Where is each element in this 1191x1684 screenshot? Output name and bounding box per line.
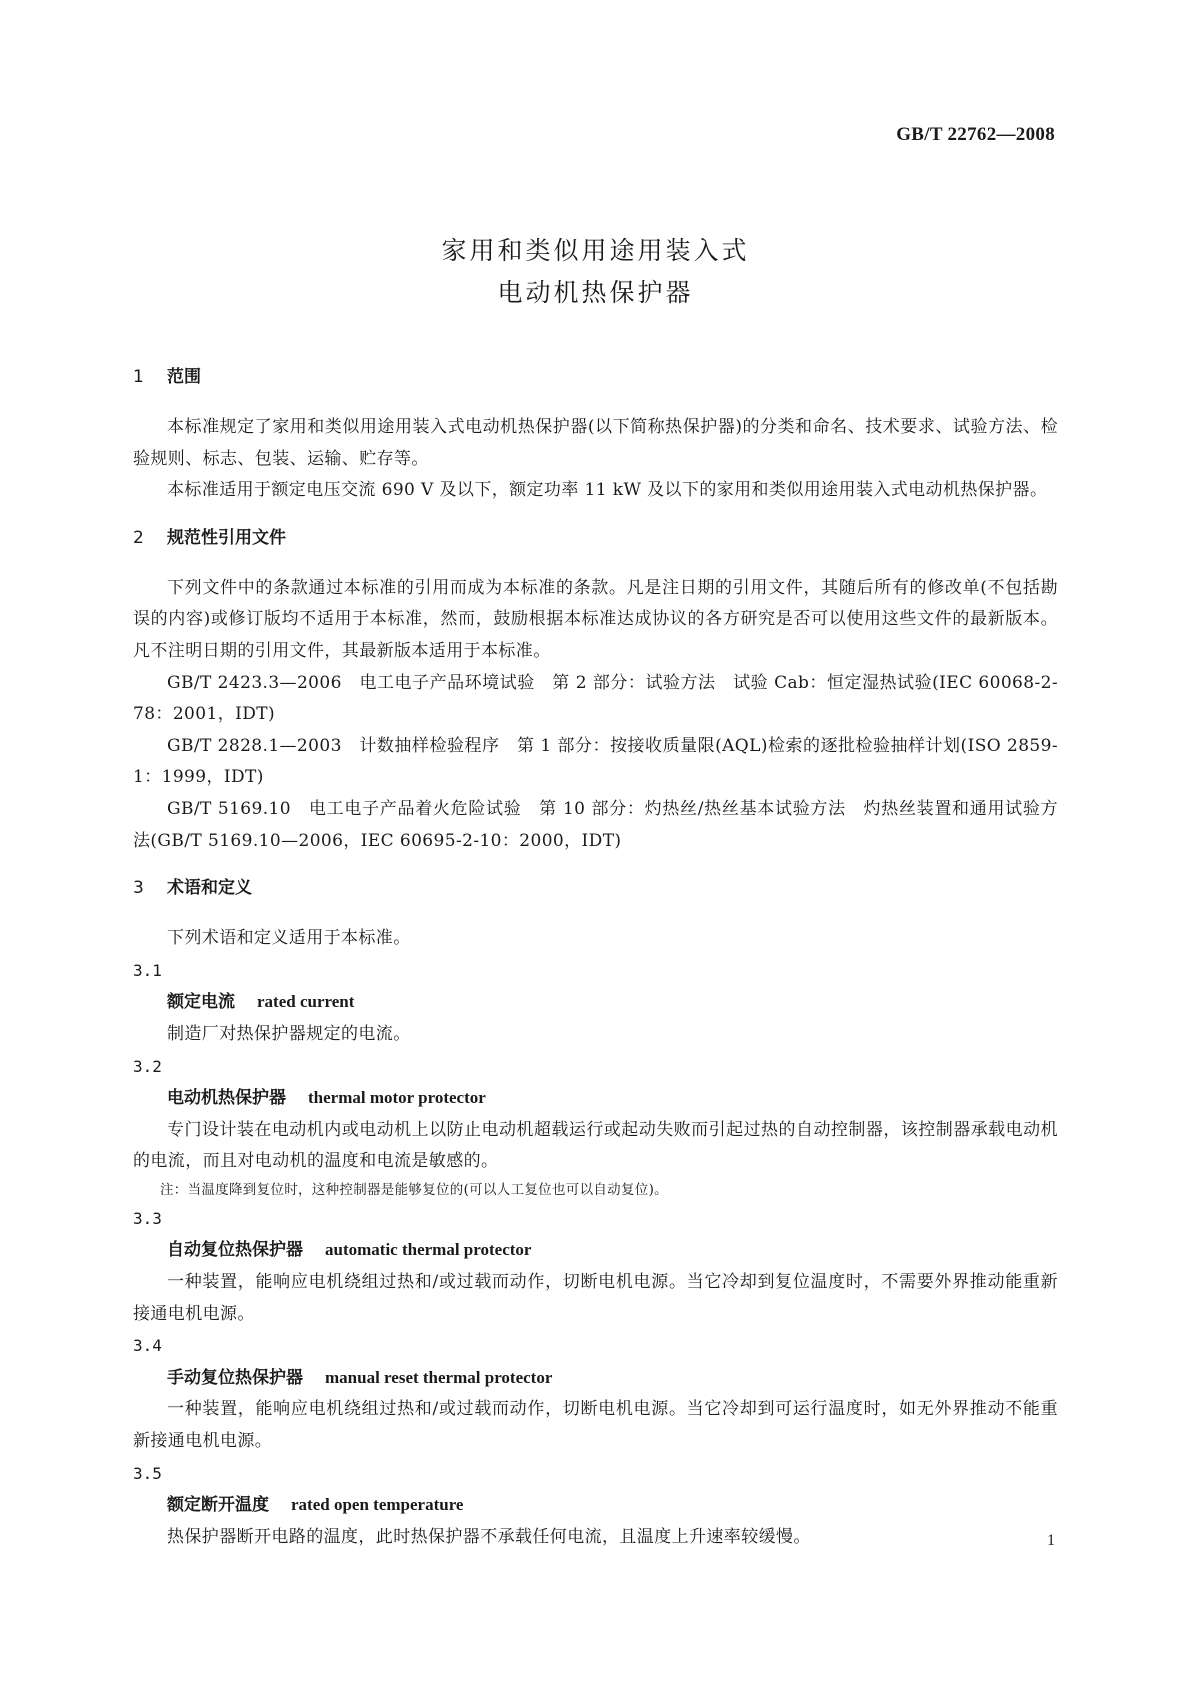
title-line-1: 家用和类似用途用装入式 bbox=[441, 236, 750, 265]
term-name bbox=[167, 1362, 1058, 1395]
term-number: 3.4 bbox=[133, 1336, 162, 1356]
term-definition: 一种装置，能响应电机绕组过热和/或过载而动作，切断电机电源。当它冷却到可运行温度时，如无外界推动不能重新接通电机电源。 bbox=[133, 1399, 1058, 1452]
term-number: 3.3 bbox=[133, 1208, 162, 1228]
section-number: 1 bbox=[133, 367, 144, 387]
section-3-heading bbox=[133, 875, 1058, 901]
paragraph: 下列术语和定义适用于本标准。 bbox=[167, 928, 411, 949]
paragraph: 下列文件中的条款通过本标准的引用而成为本标准的条款。凡是注日期的引用文件，其随后所有的修改单(不包括勘误的内容)或修订版均不适用于本标准，然而，鼓励根据本标准达成协议的各方研究是否可以使用这些文件的最新版本。凡不注明日期的引用文件，其最新版本适用于本标准。 bbox=[133, 577, 1058, 661]
paragraph: 本标准适用于额定电压交流 690 V 及以下，额定功率 11 kW 及以下的家用和类似用途用装入式电动机热保护器。 bbox=[167, 480, 1048, 501]
paragraph: 本标准规定了家用和类似用途用装入式电动机热保护器(以下简称热保护器)的分类和命名、技术要求、试验方法、检验规则、标志、包装、运输、贮存等。 bbox=[133, 417, 1058, 469]
term-name-zh: 手动复位热保护器 bbox=[167, 1367, 303, 1388]
standard-code: GB/T 22762—2008 bbox=[896, 124, 1055, 145]
term-number: 3.2 bbox=[133, 1056, 162, 1076]
term-name-zh: 额定电流 bbox=[167, 992, 235, 1013]
reference-item: GB/T 2828.1—2003 计数抽样检验程序 第 1 部分：按接收质量限(AQL)检索的逐批检验抽样计划(ISO 2859-1：1999，IDT) bbox=[133, 735, 1058, 788]
term-name-en: rated current bbox=[257, 992, 355, 1012]
term-name bbox=[167, 986, 1058, 1019]
term-name-en: thermal motor protector bbox=[308, 1088, 486, 1108]
term-name-en: rated open temperature bbox=[291, 1495, 464, 1515]
term-name-zh: 电动机热保护器 bbox=[167, 1088, 286, 1109]
term-name bbox=[167, 1489, 1058, 1522]
title-line-2: 电动机热保护器 bbox=[497, 278, 694, 307]
document-title bbox=[0, 230, 1191, 314]
term-number: 3.1 bbox=[133, 960, 162, 980]
term-name-en: manual reset thermal protector bbox=[325, 1367, 553, 1387]
term-note: 注：当温度降到复位时，这种控制器是能够复位的(可以人工复位也可以自动复位)。 bbox=[160, 1181, 668, 1198]
term-name bbox=[167, 1082, 1058, 1115]
section-title: 术语和定义 bbox=[167, 878, 252, 899]
term-definition: 一种装置，能响应电机绕组过热和/或过载而动作，切断电机电源。当它冷却到复位温度时，不需要外界推动能重新接通电机电源。 bbox=[133, 1272, 1058, 1324]
section-title: 规范性引用文件 bbox=[167, 527, 286, 548]
term-definition: 专门设计装在电动机内或电动机上以防止电动机超载运行或起动失败而引起过热的自动控制器，该控制器承载电动机的电流，而且对电动机的温度和电流是敏感的。 bbox=[133, 1119, 1058, 1172]
reference-item: GB/T 5169.10 电工电子产品着火危险试验 第 10 部分：灼热丝/热丝基本试验方法 灼热丝装置和通用试验方法(GB/T 5169.10—2006，IEC 60695-2-10：2000，IDT) bbox=[133, 798, 1058, 851]
term-name-zh: 自动复位热保护器 bbox=[167, 1240, 303, 1261]
page-number: 1 bbox=[1047, 1532, 1055, 1549]
term-number: 3.5 bbox=[133, 1463, 162, 1483]
term-definition: 热保护器断开电路的温度，此时热保护器不承载任何电流，且温度上升速率较缓慢。 bbox=[167, 1526, 811, 1547]
section-1-heading bbox=[133, 364, 1058, 390]
term-name-en: automatic thermal protector bbox=[325, 1240, 532, 1260]
reference-item: GB/T 2423.3—2006 电工电子产品环境试验 第 2 部分：试验方法 试验 Cab：恒定湿热试验(IEC 60068-2-78：2001，IDT) bbox=[133, 672, 1058, 725]
section-number: 3 bbox=[133, 878, 144, 899]
section-number: 2 bbox=[133, 527, 144, 548]
section-2-heading bbox=[133, 525, 1058, 551]
term-name-zh: 额定断开温度 bbox=[167, 1495, 269, 1516]
section-title: 范围 bbox=[167, 367, 201, 387]
term-name bbox=[167, 1234, 1058, 1267]
document-body bbox=[133, 364, 1058, 1553]
term-definition: 制造厂对热保护器规定的电流。 bbox=[167, 1023, 411, 1044]
